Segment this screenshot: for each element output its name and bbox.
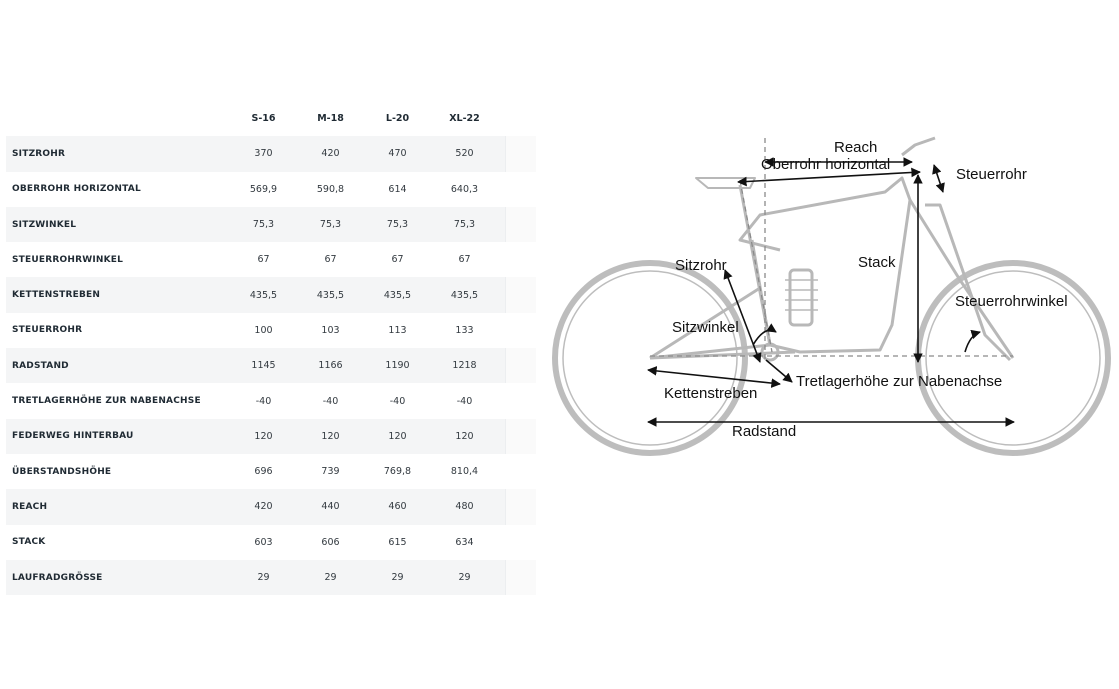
- row-value: 480: [455, 501, 474, 513]
- row-value: -40: [255, 395, 272, 407]
- row-end-strip: [505, 348, 536, 383]
- row-end-strip: [505, 560, 536, 595]
- row-value: 100: [254, 324, 273, 336]
- table-row: [6, 489, 536, 524]
- table-header-row: [6, 101, 536, 136]
- label-tretlager: Tretlagerhöhe zur Nabenachse: [796, 373, 1003, 390]
- bike-geometry-diagram: [540, 120, 1119, 480]
- row-end-strip: [505, 489, 536, 524]
- table-row: [6, 136, 536, 171]
- table-row: [6, 419, 536, 454]
- row-value: 133: [455, 324, 474, 336]
- geometry-table: [6, 101, 536, 595]
- row-value: 590,8: [316, 183, 345, 195]
- row-value: 420: [321, 148, 340, 160]
- row-value: 75,3: [453, 219, 476, 231]
- row-value: 470: [388, 148, 407, 160]
- table-row: [6, 207, 536, 242]
- row-value: 75,3: [386, 219, 409, 231]
- row-value: 640,3: [450, 183, 479, 195]
- row-value: 615: [388, 536, 407, 548]
- row-value: 460: [388, 501, 407, 513]
- column-header-m18: M-18: [317, 113, 344, 125]
- row-label: TRETLAGERHÖHE ZUR NABENACHSE: [12, 396, 201, 407]
- row-value: 1166: [318, 360, 343, 372]
- row-value: 67: [257, 254, 270, 266]
- row-label: LAUFRADGRÖSSE: [12, 572, 103, 583]
- row-value: 810,4: [450, 466, 479, 478]
- row-value: 29: [257, 572, 270, 583]
- row-value: 1145: [251, 360, 276, 372]
- table-row: [6, 277, 536, 312]
- row-value: 435,5: [450, 289, 479, 301]
- table-row: [6, 560, 536, 595]
- bike-diagram-svg: [540, 120, 1119, 480]
- row-end-strip: [506, 172, 536, 207]
- row-end-strip: [505, 207, 536, 242]
- row-value: 29: [324, 572, 337, 583]
- row-value: 435,5: [383, 289, 412, 301]
- label-sitzrohr: Sitzrohr: [675, 257, 727, 274]
- row-value: 120: [455, 430, 474, 442]
- row-end-strip: [505, 277, 536, 312]
- row-value: 75,3: [319, 219, 342, 231]
- row-value: -40: [456, 395, 473, 407]
- row-value: 29: [391, 572, 404, 583]
- row-end-strip: [505, 136, 536, 171]
- row-label: SITZWINKEL: [12, 219, 77, 230]
- row-end-strip: [506, 383, 536, 418]
- row-value: 696: [254, 466, 273, 478]
- row-label: REACH: [12, 501, 48, 512]
- row-value: 113: [388, 324, 407, 336]
- row-value: 67: [458, 254, 471, 266]
- table-row: [6, 172, 536, 207]
- table-row: [6, 242, 536, 277]
- label-kettenstreben: Kettenstreben: [664, 385, 758, 402]
- row-value: 440: [321, 501, 340, 513]
- row-value: 67: [324, 254, 337, 266]
- label-steuerrohrwinkel: Steuerrohrwinkel: [955, 293, 1068, 310]
- row-value: 435,5: [316, 289, 345, 301]
- row-label: STEUERROHRWINKEL: [12, 254, 124, 265]
- row-label: SITZROHR: [12, 148, 66, 159]
- row-label: STACK: [12, 537, 46, 548]
- table-row: [6, 525, 536, 560]
- row-end-strip: [505, 419, 536, 454]
- label-reach: Reach: [834, 139, 878, 156]
- label-sitzwinkel: Sitzwinkel: [672, 319, 739, 336]
- row-value: 120: [254, 430, 273, 442]
- row-value: 520: [455, 148, 474, 160]
- row-label: FEDERWEG HINTERBAU: [12, 431, 134, 442]
- row-value: 435,5: [249, 289, 278, 301]
- row-label: KETTENSTREBEN: [12, 290, 101, 301]
- label-stack: Stack: [858, 254, 896, 271]
- row-end-strip: [506, 101, 536, 136]
- row-end-strip: [506, 242, 536, 277]
- row-label: RADSTAND: [12, 360, 69, 371]
- table-row: [6, 313, 536, 348]
- column-header-l20: L-20: [385, 113, 410, 125]
- row-label: ÜBERSTANDSHÖHE: [12, 466, 112, 477]
- row-value: 769,8: [383, 466, 412, 478]
- table-row: [6, 383, 536, 418]
- row-value: 29: [458, 572, 471, 583]
- row-value: -40: [389, 395, 406, 407]
- row-value: 420: [254, 501, 273, 513]
- row-value: 1190: [385, 360, 410, 372]
- row-value: 614: [388, 183, 407, 195]
- row-value: 103: [321, 324, 340, 336]
- row-value: 67: [391, 254, 404, 266]
- row-end-strip: [506, 525, 536, 560]
- column-header-s16: S-16: [251, 113, 276, 125]
- row-value: 739: [321, 466, 340, 478]
- row-value: 603: [254, 536, 273, 548]
- row-label: OBERROHR HORIZONTAL: [12, 184, 141, 195]
- row-end-strip: [506, 313, 536, 348]
- row-value: 75,3: [252, 219, 275, 231]
- row-value: 1218: [452, 360, 477, 372]
- table-row: [6, 454, 536, 489]
- row-value: 569,9: [249, 183, 278, 195]
- label-steuerrohr: Steuerrohr: [956, 166, 1027, 183]
- row-value: 120: [388, 430, 407, 442]
- row-value: 634: [455, 536, 474, 548]
- label-oberrohr: Oberrohr horizontal: [761, 156, 891, 173]
- table-row: [6, 348, 536, 383]
- row-value: 120: [321, 430, 340, 442]
- row-value: 370: [254, 148, 273, 160]
- column-header-xl22: XL-22: [449, 113, 480, 125]
- row-end-strip: [506, 454, 536, 489]
- label-radstand: Radstand: [732, 423, 797, 440]
- row-label: STEUERROHR: [12, 325, 83, 336]
- row-value: 606: [321, 536, 340, 548]
- row-value: -40: [322, 395, 339, 407]
